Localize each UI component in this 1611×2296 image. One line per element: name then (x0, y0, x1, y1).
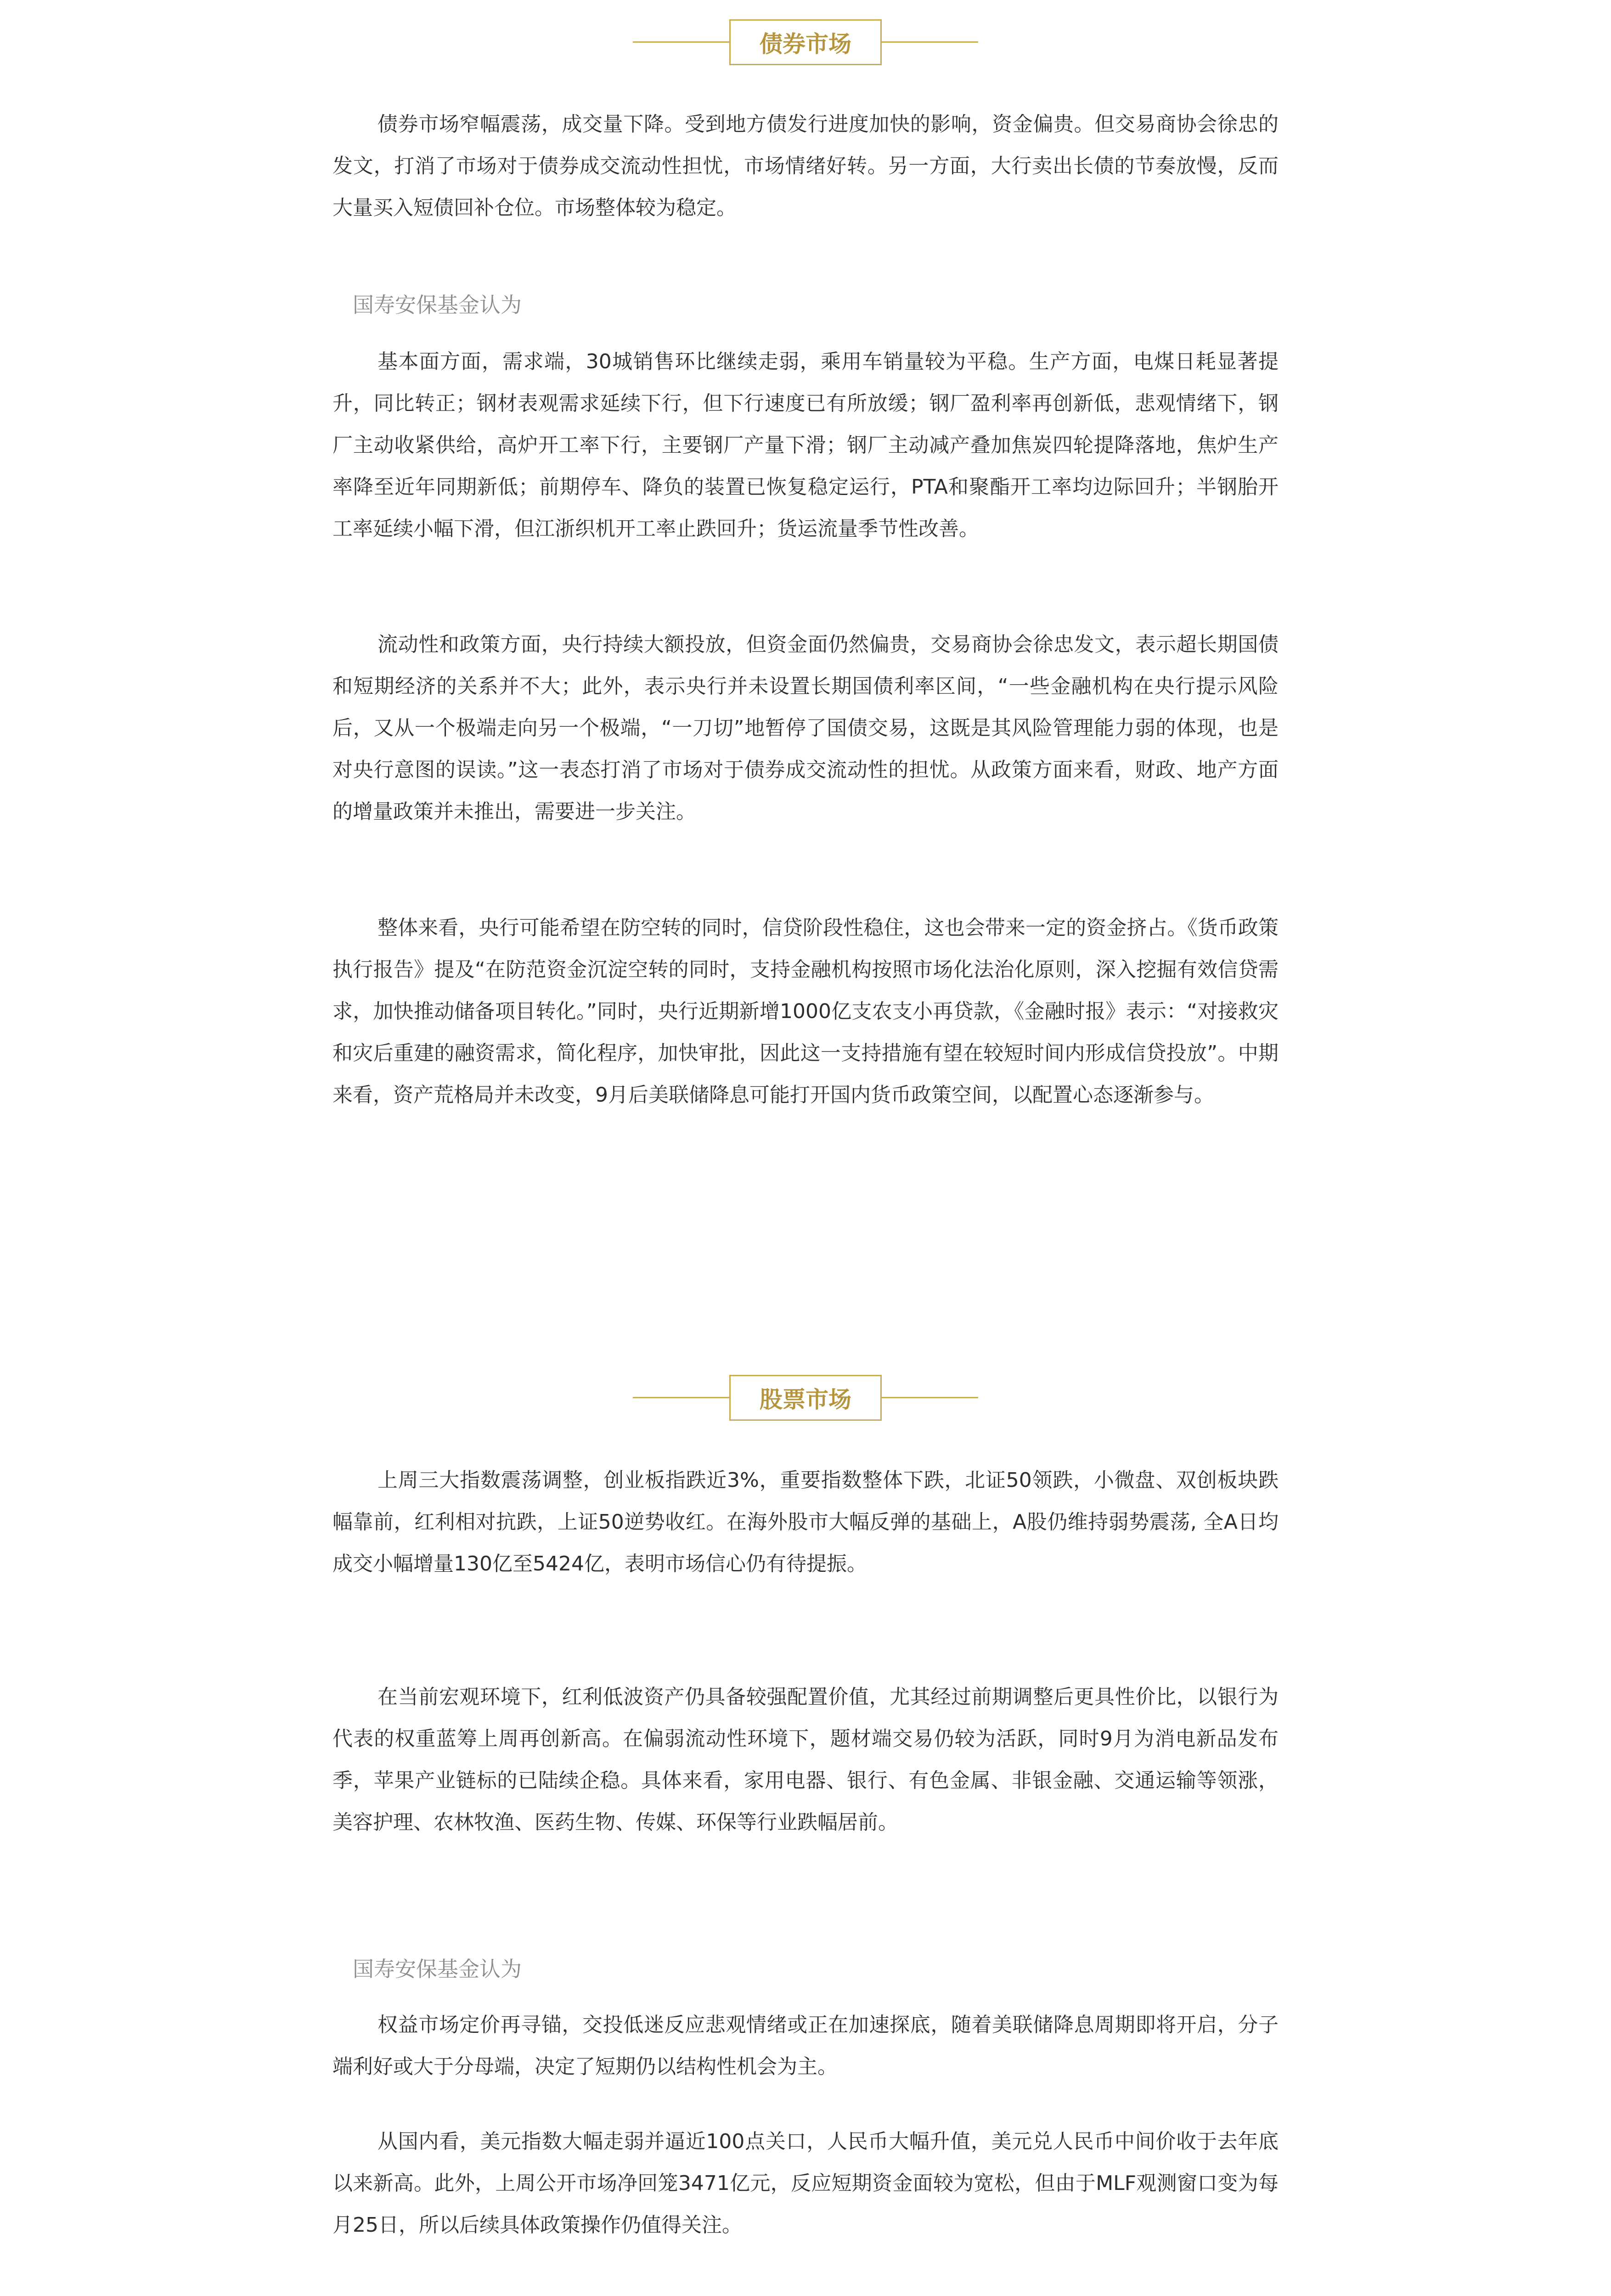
bond-section-header (0, 19, 1611, 65)
paragraph: 从国内看，美元指数大幅走弱并逼近100点关口，人民币大幅升值，美元兑人民币中间价收于去年底以来新高。此外，上周公开市场净回笼3471亿元，反应短期资金面较为宽松，但由于MLF观测窗口变为每月25日，所以后续具体政策操作仍值得关注。 (332, 2130, 1279, 2237)
paragraph: 权益市场定价再寻锚，交投低迷反应悲观情绪或正在加速探底，随着美联储降息周期即将开启，分子端利好或大于分母端，决定了短期仍以结构性机会为主。 (332, 2013, 1279, 2078)
paragraph: 上周三大指数震荡调整，创业板指跌近3%，重要指数整体下跌，北证50领跌，小微盘、双创板块跌幅靠前，红利相对抗跌，上证50逆势收红。在海外股市大幅反弹的基础上，A股仍维持弱势震荡, 全A日均成交小幅增量130亿至5424亿，表明市场信心仍有待提振。 (332, 1469, 1279, 1576)
bond-opinion-block-3 (332, 907, 1279, 1116)
paragraph: 在当前宏观环境下，红利低波资产仍具备较强配置价值，尤其经过前期调整后更具性价比，以银行为代表的权重蓝筹上周再创新高。在偏弱流动性环境下，题材端交易仍较为活跃，同时9月为消电新品发布季，苹果产业链标的已陆续企稳。具体来看，家用电器、银行、有色金属、非银金融、交通运输等领涨，美容护理、农林牧渔、医药生物、传媒、环保等行业跌幅居前。 (332, 1685, 1279, 1834)
stock-market-block-2 (332, 1676, 1279, 1843)
paragraph: 债券市场窄幅震荡，成交量下降。受到地方债发行进度加快的影响，资金偏贵。但交易商协会徐忠的发文，打消了市场对于债券成交流动性担忧，市场情绪好转。另一方面，大行卖出长债的节奏放慢，反而大量买入短债回补仓位。市场整体较为稳定。 (332, 113, 1279, 219)
stock-opinion-heading: 国寿安保基金认为 (353, 1957, 522, 1981)
stock-section-title: 股票市场 (729, 1375, 882, 1421)
stock-section-header (0, 1375, 1611, 1421)
stock-opinion-block-2 (332, 2121, 1279, 2246)
bond-opinion-heading: 国寿安保基金认为 (353, 293, 522, 317)
paragraph: 整体来看，央行可能希望在防空转的同时，信贷阶段性稳住，这也会带来一定的资金挤占。《货币政策执行报告》提及“在防范资金沉淀空转的同时，支持金融机构按照市场化法治化原则，深入挖掘有效信贷需求，加快推动储备项目转化。”同时，央行近期新增1000亿支农支小再贷款，《金融时报》表示：“对接救灾和灾后重建的融资需求，简化程序，加快审批，因此这一支持措施有望在较短时间内形成信贷投放”。中期来看，资产荒格局并未改变，9月后美联储降息可能打开国内货币政策空间，以配置心态逐渐参与。 (332, 916, 1279, 1107)
stock-opinion-block-1 (332, 2004, 1279, 2088)
bond-market-summary (332, 103, 1279, 229)
stock-market-block-1 (332, 1459, 1279, 1585)
bond-opinion-block-2 (332, 624, 1279, 833)
paragraph: 基本面方面，需求端，30城销售环比继续走弱，乘用车销量较为平稳。生产方面，电煤日耗显著提升，同比转正；钢材表观需求延续下行，但下行速度已有所放缓；钢厂盈利率再创新低，悲观情绪下，钢厂主动收紧供给，高炉开工率下行，主要钢厂产量下滑；钢厂主动减产叠加焦炭四轮提降落地，焦炉生产率降至近年同期新低；前期停车、降负的装置已恢复稳定运行，PTA和聚酯开工率均边际回升；半钢胎开工率延续小幅下滑，但江浙织机开工率止跌回升；货运流量季节性改善。 (332, 350, 1279, 540)
bond-opinion-block-1 (332, 341, 1279, 550)
paragraph: 流动性和政策方面，央行持续大额投放，但资金面仍然偏贵，交易商协会徐忠发文，表示超长期国债和短期经济的关系并不大；此外，表示央行并未设置长期国债利率区间，“一些金融机构在央行提示风险后，又从一个极端走向另一个极端，“一刀切”地暂停了国债交易，这既是其风险管理能力弱的体现，也是对央行意图的误读。”这一表态打消了市场对于债券成交流动性的担忧。从政策方面来看，财政、地产方面的增量政策并未推出，需要进一步关注。 (332, 633, 1279, 823)
bond-section-title: 债券市场 (729, 19, 882, 65)
